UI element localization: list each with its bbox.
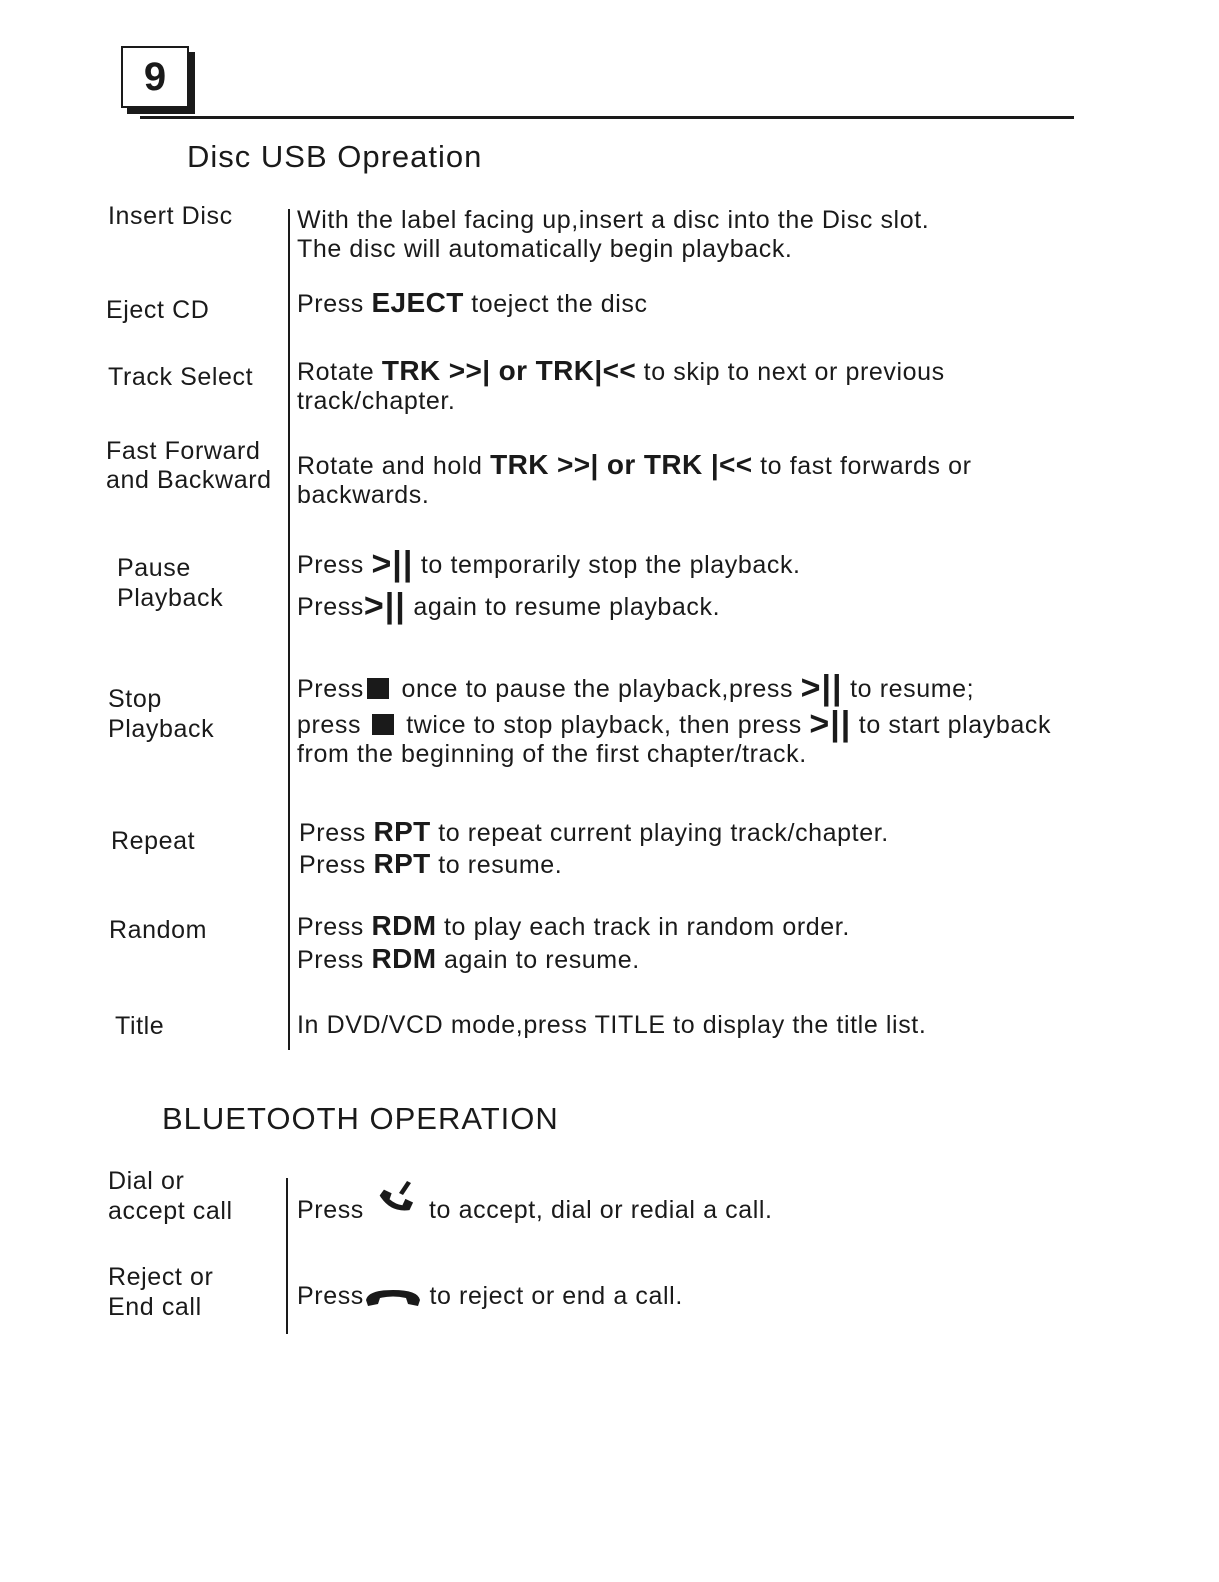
key-rpt: RPT (373, 816, 431, 847)
label-track-select: Track Select (108, 363, 254, 391)
disc-section-title: Disc USB Opreation (187, 139, 483, 174)
play-pause-symbol: >|| (809, 705, 852, 743)
label-fast-forward-line1: Fast Forward (106, 437, 261, 465)
label-fast-forward-line2: and Backward (106, 466, 272, 494)
bluetooth-column-divider (286, 1178, 288, 1334)
label-reject-line1: Reject or (108, 1263, 214, 1291)
page-number-box (121, 46, 189, 108)
desc-dial: Press to accept, dial or redial a call. (297, 1185, 773, 1225)
key-trk: TRK >>| or TRK|<< (381, 355, 637, 386)
label-random: Random (109, 916, 208, 944)
play-pause-symbol: >|| (363, 587, 406, 625)
bluetooth-section-title: BLUETOOTH OPERATION (162, 1101, 559, 1136)
phone-hangup-icon (364, 1282, 422, 1312)
desc-repeat-line1: Press RPT to repeat current playing track/chapter. (299, 816, 889, 847)
label-dial-line1: Dial or (108, 1167, 185, 1195)
key-eject: EJECT (371, 287, 464, 318)
desc-eject-cd: Press EJECT toeject the disc (297, 287, 648, 318)
desc-track-select-line2: track/chapter. (297, 387, 456, 415)
label-title: Title (115, 1012, 165, 1040)
header-rule (140, 116, 1074, 119)
label-reject-line2: End call (108, 1293, 202, 1321)
desc-stop-line2: press twice to stop playback, then press >|| to start playback (297, 705, 1052, 743)
label-pause-line1: Pause (117, 554, 191, 582)
label-repeat: Repeat (111, 827, 196, 855)
play-pause-symbol: >|| (371, 545, 414, 583)
desc-reject: Press to reject or end a call. (297, 1282, 683, 1310)
desc-title: In DVD/VCD mode,press TITLE to display the title list. (297, 1011, 927, 1039)
desc-fast-forward-line2: backwards. (297, 481, 430, 509)
key-rpt: RPT (373, 848, 431, 879)
label-stop-line2: Playback (108, 715, 215, 743)
label-stop-line1: Stop (108, 685, 162, 713)
disc-column-divider (288, 209, 290, 1050)
page-number: 9 (143, 55, 167, 99)
label-eject-cd: Eject CD (106, 296, 210, 324)
desc-pause-line1: Press >|| to temporarily stop the playback. (297, 545, 801, 583)
desc-stop-line3: from the beginning of the first chapter/track. (297, 740, 807, 768)
desc-track-select-line1: Rotate TRK >>| or TRK|<< to skip to next or previous (297, 355, 945, 386)
key-rdm: RDM (371, 943, 437, 974)
desc-insert-disc-line2: The disc will automatically begin playback. (297, 235, 793, 263)
desc-fast-forward-line1: Rotate and hold TRK >>| or TRK |<< to fast forwards or (297, 449, 972, 480)
desc-stop-line1: Press once to pause the playback,press >|| to resume; (297, 669, 975, 707)
label-pause-line2: Playback (117, 584, 224, 612)
desc-random-line2: Press RDM again to resume. (297, 943, 640, 974)
stop-square-icon (372, 714, 394, 735)
desc-repeat-line2: Press RPT to resume. (299, 848, 563, 879)
key-trk-hold: TRK >>| or TRK |<< (490, 449, 753, 480)
desc-pause-line2: Press>|| again to resume playback. (297, 587, 721, 625)
play-pause-symbol: >|| (800, 669, 843, 707)
label-dial-line2: accept call (108, 1197, 233, 1225)
desc-random-line1: Press RDM to play each track in random order. (297, 910, 850, 941)
desc-insert-disc-line1: With the label facing up,insert a disc into the Disc slot. (297, 206, 930, 234)
key-rdm: RDM (371, 910, 437, 941)
label-insert-disc: Insert Disc (108, 202, 233, 230)
stop-square-icon (367, 678, 389, 699)
phone-answer-icon (371, 1185, 421, 1215)
